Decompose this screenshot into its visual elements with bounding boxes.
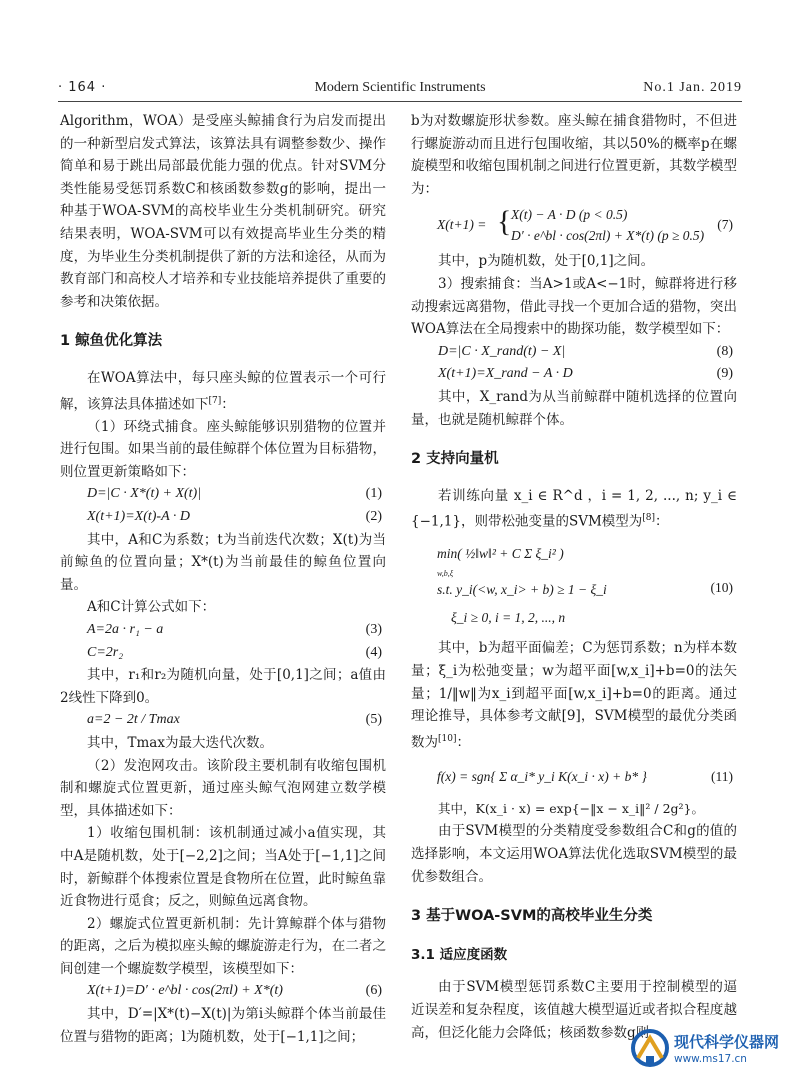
intro-paragraph: Algorithm，WOA）是受座头鲸捕食行为启发而提出的一种新型启发式算法，该算法具有调整参数少、操作简单和易于跳出局部最优能力强的优点。针对SVM分类性能易受惩罚系数C和核函数参数g的影响，提出一种基于WOA-SVM的高校毕业生分类机制研究。研究结果表明，WOA-SVM可以有效提高毕业生分类的精度，为毕业生分类机制提供了新的方法和途径，从而为教育部门和高校人才培养和专业技能培养提供了重要的参考和决策依据。 [60,113,386,310]
watermark-url[interactable]: www.ms17.cn [674,1053,747,1065]
equation-1: D=|C · X*(t) + X(t)| (1) [87,486,382,502]
kernel-paragraph: 其中，K(x_i · x) = exp{−‖x − x_i‖² / 2g²}。 [438,800,705,816]
encircling-paragraph: （1）环绕式捕食。座头鲸能够识别猎物的位置并进行包围。如果当前的最佳鲸群个体位置为目标猎物，则位置更新策略如下： [60,418,386,480]
header-rule [58,101,742,102]
equation-2: X(t+1)=X(t)-A · D (2) [87,509,382,524]
equation-10: min( ½‖w‖² + C Σ ξ_i² ) w,b,ξ s.t. y_i(<w, x_i> + b) ≥ 1 − ξ_i ξ_i ≥ 0, i = 1, 2, ..., n (10) [437,546,733,626]
page-header [58,80,742,100]
coef-paragraph: 其中，A和C为系数；t为当前迭代次数；X(t)为当前鲸鱼的位置向量；X*(t)为当前最佳的鲸鱼位置向量。 [60,531,386,593]
instrument-logo-icon [628,1026,672,1070]
param-selection-paragraph: 由于SVM模型的分类精度受参数组合C和g的值的选择影响，本文运用WOA算法优化选取SVM模型的最优参数组合。 [411,823,737,885]
p-random-paragraph: 其中，p为随机数，处于[0,1]之间。 [438,253,655,270]
svm-intro-paragraph: 若训练向量 x_i ∈ R^d ，i = 1, 2, ..., n; y_i ∈ {−1,1}，则带松弛变量的SVM模型为[8]： [411,487,737,530]
equation-11: f(x) = sgn{ Σ α_i* y_i K(x_i · x) + b* } (11) [437,768,733,784]
svm-param-paragraph: 其中，b为超平面偏差；C为惩罚系数；n为样本数量；ξ_i为松弛变量；w为超平面[w,x_i]+b=0的法矢量；1/‖w‖为x_i到超平面[w,x_i]+b=0的距离。通过理论推导，具体参考文献[9]，SVM模型的最优分类函数为[10]： [411,640,737,751]
citation-7[interactable]: [7] [208,395,222,406]
search-paragraph: 3）搜索捕食：当A>1或A<−1时，鲸群将进行移动搜索远离猎物，借此寻找一个更加合适的猎物，突出WOA算法在全局搜索中的勘探功能，数学模型如下： [411,275,737,338]
distance-paragraph: 其中，D′=|X*(t)−X(t)|为第i头鲸群个体当前最佳位置与猎物的距离；l为随机数，处于[−1,1]之间； [60,1006,386,1045]
bubble-net-paragraph: （2）发泡网攻击。该阶段主要机制有收缩包围机制和螺旋式位置更新，通过座头鲸气泡网建立数学模型，具体描述如下： [60,757,386,819]
left-column [60,110,386,1048]
equation-6: X(t+1)=D′ · e^bl · cos(2πl) + X*(t) (6) [87,983,382,999]
xrand-paragraph: 其中，X_rand为从当前鲸群中随机选择的位置向量，也就是随机鲸群个体。 [411,388,737,428]
spiral-paragraph: 2）螺旋式位置更新机制：先计算鲸群个体与猎物的距离，之后为模拟座头鲸的螺旋游走行为，在二者之间创建一个螺旋数学模型，该模型如下： [60,915,386,977]
coef-formula-intro: A和C计算公式如下： [87,599,216,616]
random-vector-paragraph: 其中，r₁和r₂为随机向量，处于[0,1]之间；a值由2线性下降到0。 [60,667,386,706]
section-heading-3: 3 基于WOA-SVM的高校毕业生分类 [411,908,653,925]
watermark-name: 现代科学仪器网 [674,1033,780,1051]
fitness-paragraph: 由于SVM模型惩罚系数C主要用于控制模型的逼近误差和复杂程度，该值越大模型逼近或者拟合程度越高，但泛化能力会降低；核函数参数g则 [411,979,737,1041]
equation-4: C=2r₂ (4) [87,644,382,660]
section-heading-2: 2 支持向量机 [411,451,499,468]
journal-name: Modern Scientific Instruments [314,80,486,95]
citation-10[interactable]: [10] [438,733,457,744]
watermark-logo [628,1023,788,1073]
equation-3: A=2a · r₁ − a (3) [87,621,382,637]
equation-7: X(t+1) = { X(t) − A · D (p < 0.5) D′ · e^bl · cos(2πl) + X*(t) (p ≥ 0.5) (7) [437,205,733,244]
equation-8: D=|C · X_rand(t) − X| (8) [438,343,733,359]
citation-8[interactable]: [8] [642,513,656,524]
tmax-paragraph: 其中，Tmax为最大迭代次数。 [87,734,273,751]
right-column [411,110,737,1044]
shrinking-paragraph: 1）收缩包围机制：该机制通过减小a值实现，其中A是随机数，处于[−2,2]之间；当A处于[−1,1]之间时，新鲸群个体搜索位置是食物所在位置，此时鲸鱼靠近食物进行觅食；反之，则鲸鱼远离食物。 [60,825,386,910]
issue-info: No.1 Jan. 2019 [643,80,742,95]
spiral-param-paragraph: b为对数螺旋形状参数。座头鲸在捕食猎物时，不但进行螺旋游动而且进行包围收缩，其以50%的概率p在螺旋模型和收缩包围机制之间进行位置更新，其数学模型为： [411,113,737,197]
equation-9: X(t+1)=X_rand − A · D (9) [438,366,733,382]
subsection-heading-3-1: 3.1 适应度函数 [411,946,508,963]
section-heading-1: 1 鲸鱼优化算法 [60,333,163,350]
page-number: · 164 · [58,80,107,95]
equation-5: a=2 − 2t / Tmax (5) [87,712,382,728]
woa-description: 在WOA算法中，每只座头鲸的位置表示一个可行解，该算法具体描述如下[7]： [60,369,386,413]
